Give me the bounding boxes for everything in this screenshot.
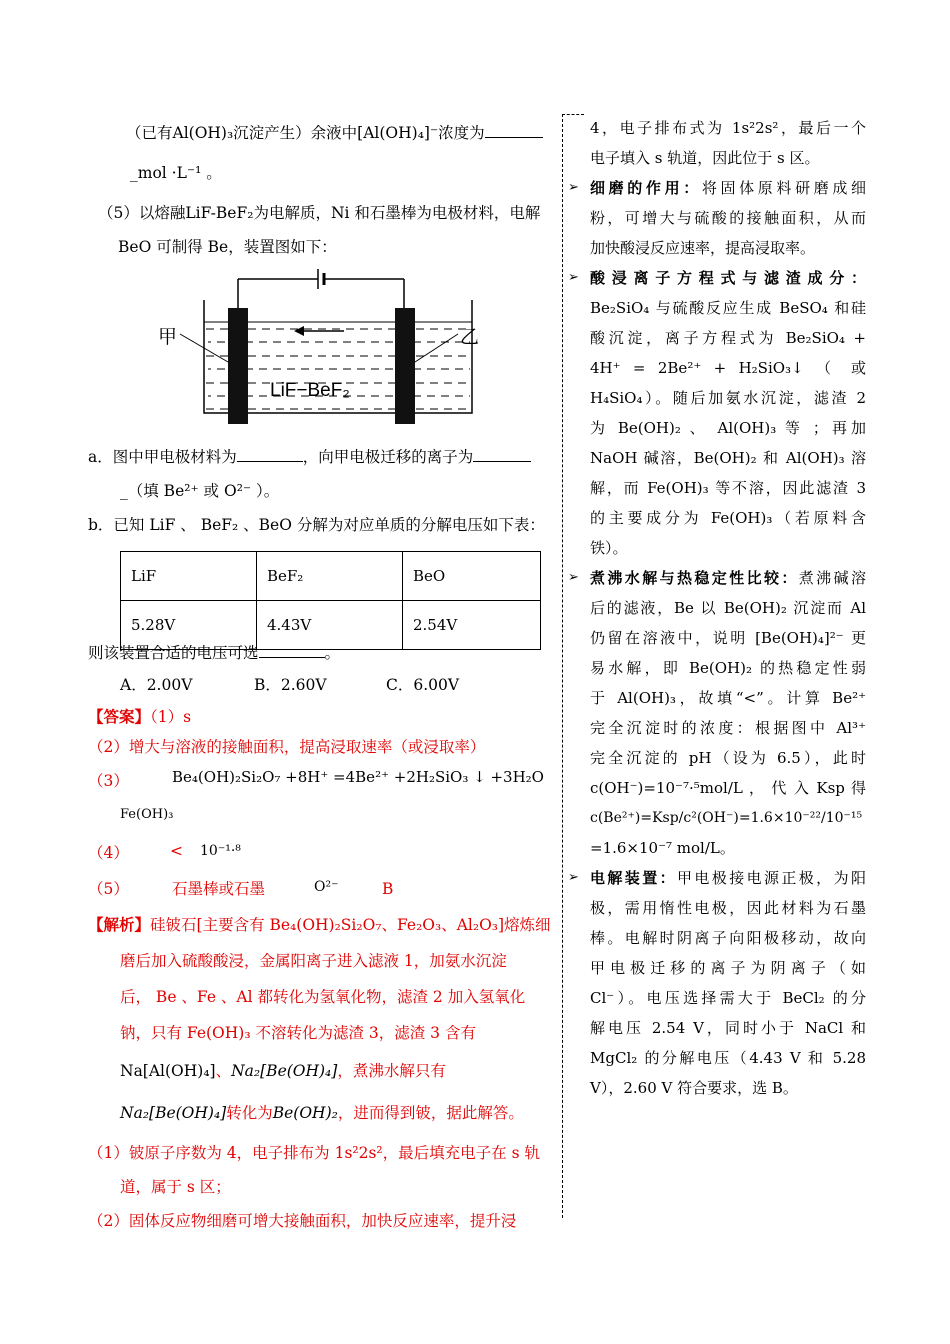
analysis-line: 道，属于 s 区； bbox=[120, 1178, 231, 1196]
analysis-line bbox=[120, 1098, 524, 1128]
text-line: NaOH 碱溶，Be(OH)₂ 和 Al(OH)₃ 溶 bbox=[590, 449, 866, 467]
decomposition-voltage-table bbox=[120, 551, 541, 650]
answer-line: （4） bbox=[88, 844, 129, 862]
formula: Na[Al(OH)₄] bbox=[120, 1062, 216, 1080]
text-line: c(Be²⁺)=Ksp/c²(OH⁻)=1.6×10⁻²²/10⁻¹⁵ bbox=[590, 810, 863, 826]
text-line: 后的滤液，Be 以 Be(OH)₂ 沉淀而 Al bbox=[590, 599, 866, 617]
formula: Na₂[Be(OH)₄] bbox=[120, 1104, 227, 1122]
line-text: 硅铍石[主要含有 Be₄(OH)₂Si₂O₇、Fe₂O₃、Al₂O₃]熔炼细 bbox=[150, 916, 551, 934]
line-text: ，向甲电极迁移的离子为 bbox=[302, 448, 474, 466]
answer-line: （3） bbox=[88, 772, 129, 790]
text-line: MgCl₂ 的分解电压（4.43 V 和 5.28 bbox=[590, 1049, 866, 1067]
analysis-line: 钠，只有 Fe(OH)₃ 不溶转化为滤渣 3，滤渣 3 含有 bbox=[120, 1024, 476, 1042]
analysis-line: （1）铍原子序数为 4，电子排布为 1s²2s²，最后填充电子在 s 轨 bbox=[88, 1144, 540, 1162]
column-divider bbox=[562, 114, 563, 1218]
answer-blank bbox=[485, 123, 543, 138]
text-line bbox=[88, 442, 531, 472]
text-line: =1.6×10⁻⁷ mol/L。 bbox=[590, 839, 735, 857]
text-line: 4，电子排布式为 1s²2s²，最后一个 bbox=[590, 119, 866, 137]
label-yi: 乙 bbox=[460, 326, 480, 348]
text-line bbox=[590, 563, 866, 593]
text-line: 甲电极迁移的离子为阴离子（如 bbox=[590, 959, 866, 977]
table-cell: 4.43V bbox=[257, 601, 403, 650]
analysis-line: 磨后加入硫酸酸浸，金属阳离子进入滤液 1，加氨水沉淀 bbox=[120, 952, 507, 970]
table-header-cell: BeO bbox=[403, 552, 541, 601]
analysis-line: （2）固体反应物细磨可增大接触面积，加快反应速率，提升浸 bbox=[88, 1212, 517, 1230]
table-header-row bbox=[121, 552, 541, 601]
text-line: （5）以熔融LiF-BeF₂为电解质，Ni 和石墨棒为电极材料，电解 bbox=[98, 204, 541, 222]
text-line: 仍留在溶液中，说明 [Be(OH)₄]²⁻ 更 bbox=[590, 629, 866, 647]
electrolysis-diagram bbox=[158, 264, 498, 424]
text-line bbox=[126, 118, 543, 148]
line-text: ，进而得到铍，据此解答。 bbox=[337, 1104, 524, 1122]
answer-text: O²⁻ bbox=[314, 879, 339, 895]
text-line: 粉，可增大与硫酸的接触面积，从而 bbox=[590, 209, 866, 227]
electrode-yi bbox=[395, 308, 415, 424]
table-cell: 2.54V bbox=[403, 601, 541, 650]
option-a: A．2.00V bbox=[120, 676, 193, 694]
column-divider-top bbox=[562, 114, 584, 115]
answer-blank bbox=[259, 643, 325, 658]
table-header-cell: LiF bbox=[121, 552, 257, 601]
analysis-label: 【解析】 bbox=[88, 915, 151, 934]
answer-text: Fe(OH)₃ bbox=[120, 807, 174, 822]
line-text: a．图中甲电极材料为 bbox=[88, 448, 237, 466]
electrode-jia bbox=[228, 308, 248, 424]
line-text: 、 bbox=[215, 1062, 232, 1080]
section-heading: 煮沸水解与热稳定性比较： bbox=[590, 569, 799, 587]
analysis-line: 后， Be 、Fe 、Al 都转化为氢氧化物，滤渣 2 加入氢氧化 bbox=[120, 988, 526, 1006]
text-line: 4H⁺ = 2Be²⁺ + H₂SiO₃↓ （ 或 bbox=[590, 359, 866, 377]
text-line: _（填 Be²⁺ 或 O²⁻ ）。 bbox=[120, 482, 280, 500]
formula: Na₂[Be(OH)₄] bbox=[231, 1062, 338, 1080]
answer-label: 【答案】 bbox=[88, 707, 151, 726]
line-text: ，煮沸水解只有 bbox=[337, 1062, 446, 1080]
text-line: 解电压 2.54 V，同时小于 NaCl 和 bbox=[590, 1019, 866, 1037]
text-line: _mol ·L⁻¹ 。 bbox=[130, 164, 222, 182]
answer-blank bbox=[237, 447, 303, 462]
line-text: 将固体原料研磨成细 bbox=[701, 179, 866, 197]
section-heading: 电解装置： bbox=[590, 869, 677, 887]
text-line: 完全沉淀的 pH（设为 6.5），此时 bbox=[590, 749, 866, 767]
text-line: b．已知 LiF 、 BeF₂ 、BeO 分解为对应单质的分解电压如下表： bbox=[88, 516, 545, 534]
answer-blank bbox=[473, 447, 531, 462]
equation: Be₄(OH)₂Si₂O₇ +8H⁺ =4Be²⁺ +2H₂SiO₃ ↓ +3H₂O bbox=[172, 768, 544, 786]
text-line: 解，而 Fe(OH)₃ 等不溶，因此滤渣 3 bbox=[590, 479, 866, 497]
answer-line: （2）增大与溶液的接触面积，提高浸取速率（或浸取率） bbox=[88, 738, 486, 756]
text-line: H₄SiO₄）。随后加氨水沉淀，滤渣 2 bbox=[590, 389, 866, 407]
text-line: 的主要成分为 Fe(OH)₃（若原料含 bbox=[590, 509, 866, 527]
text-line: 加快酸浸反应速率，提高浸取率。 bbox=[590, 239, 816, 257]
text-line: 易水解，即 Be(OH)₂ 的热稳定性弱 bbox=[590, 659, 866, 677]
analysis-line bbox=[120, 1056, 446, 1086]
text-line: 棒。电解时阴离子向阳极移动，故向 bbox=[590, 929, 866, 947]
table-cell: 5.28V bbox=[121, 601, 257, 650]
line-text: 煮沸碱溶 bbox=[798, 569, 866, 587]
option-c: C．6.00V bbox=[386, 676, 460, 694]
text-line: 电子填入 s 轨道，因此位于 s 区。 bbox=[590, 149, 820, 167]
text-line: 为 Be(OH)₂ 、 Al(OH)₃ 等 ；再加 bbox=[590, 419, 866, 437]
line-text: （已有Al(OH)₃沉淀产生）余液中[Al(OH)₄]⁻浓度为 bbox=[126, 124, 485, 142]
section-heading-text: 酸浸离子方程式与滤渣成分： bbox=[590, 269, 866, 287]
text-line: 铁）。 bbox=[590, 539, 628, 557]
label-jia: 甲 bbox=[158, 326, 178, 348]
bullet-arrow-icon: ➢ bbox=[568, 870, 579, 885]
table-header-cell: BeF₂ bbox=[257, 552, 403, 601]
bullet-arrow-icon: ➢ bbox=[568, 180, 579, 195]
text-line bbox=[88, 638, 340, 668]
bullet-arrow-icon: ➢ bbox=[568, 570, 579, 585]
text-line: V），2.60 V 符合要求，选 B。 bbox=[590, 1079, 798, 1097]
text-line: c(OH⁻)=10⁻⁷·⁵mol/L ， 代 入 Ksp 得 bbox=[590, 779, 866, 797]
text-line: 于 Al(OH)₃，故填“<”。计算 Be²⁺ bbox=[590, 689, 866, 707]
answer-line bbox=[88, 702, 191, 732]
answer-text: 10⁻¹·⁸ bbox=[200, 843, 241, 859]
answer-text: B bbox=[382, 880, 394, 898]
answer-text: 石墨棒或石墨 bbox=[172, 880, 266, 898]
text-line bbox=[590, 173, 866, 203]
text-line: BeO 可制得 Be，装置图如下： bbox=[118, 238, 337, 256]
formula: Be(OH)₂ bbox=[272, 1104, 338, 1122]
line-text: 甲电极接电源正极，为阳 bbox=[677, 869, 866, 887]
line-text: 。 bbox=[324, 644, 341, 662]
bullet-arrow-icon: ➢ bbox=[568, 270, 579, 285]
text-line bbox=[590, 863, 866, 893]
text-line: 极，需用惰性电极，因此材料为石墨 bbox=[590, 899, 866, 917]
section-heading bbox=[590, 263, 866, 293]
option-b: B．2.60V bbox=[254, 676, 327, 694]
text-line: 酸沉淀，离子方程式为 Be₂SiO₄ + bbox=[590, 329, 866, 347]
text-line: 完全沉淀时的浓度：根据图中 Al³⁺ bbox=[590, 719, 866, 737]
answer-line: （5） bbox=[88, 880, 129, 898]
line-text: （1）s bbox=[150, 708, 192, 726]
text-line: Cl⁻）。电压选择需大于 BeCl₂ 的分 bbox=[590, 989, 866, 1007]
electrolyte-label: LiF−BeF₂ bbox=[270, 380, 350, 401]
analysis-line bbox=[88, 910, 551, 940]
line-text: 转化为 bbox=[226, 1104, 273, 1122]
answer-text: < bbox=[170, 842, 183, 860]
section-heading: 细磨的作用： bbox=[590, 179, 702, 197]
line-text: 则该装置合适的电压可选 bbox=[88, 644, 259, 662]
text-line: Be₂SiO₄ 与硫酸反应生成 BeSO₄ 和硅 bbox=[590, 299, 866, 317]
